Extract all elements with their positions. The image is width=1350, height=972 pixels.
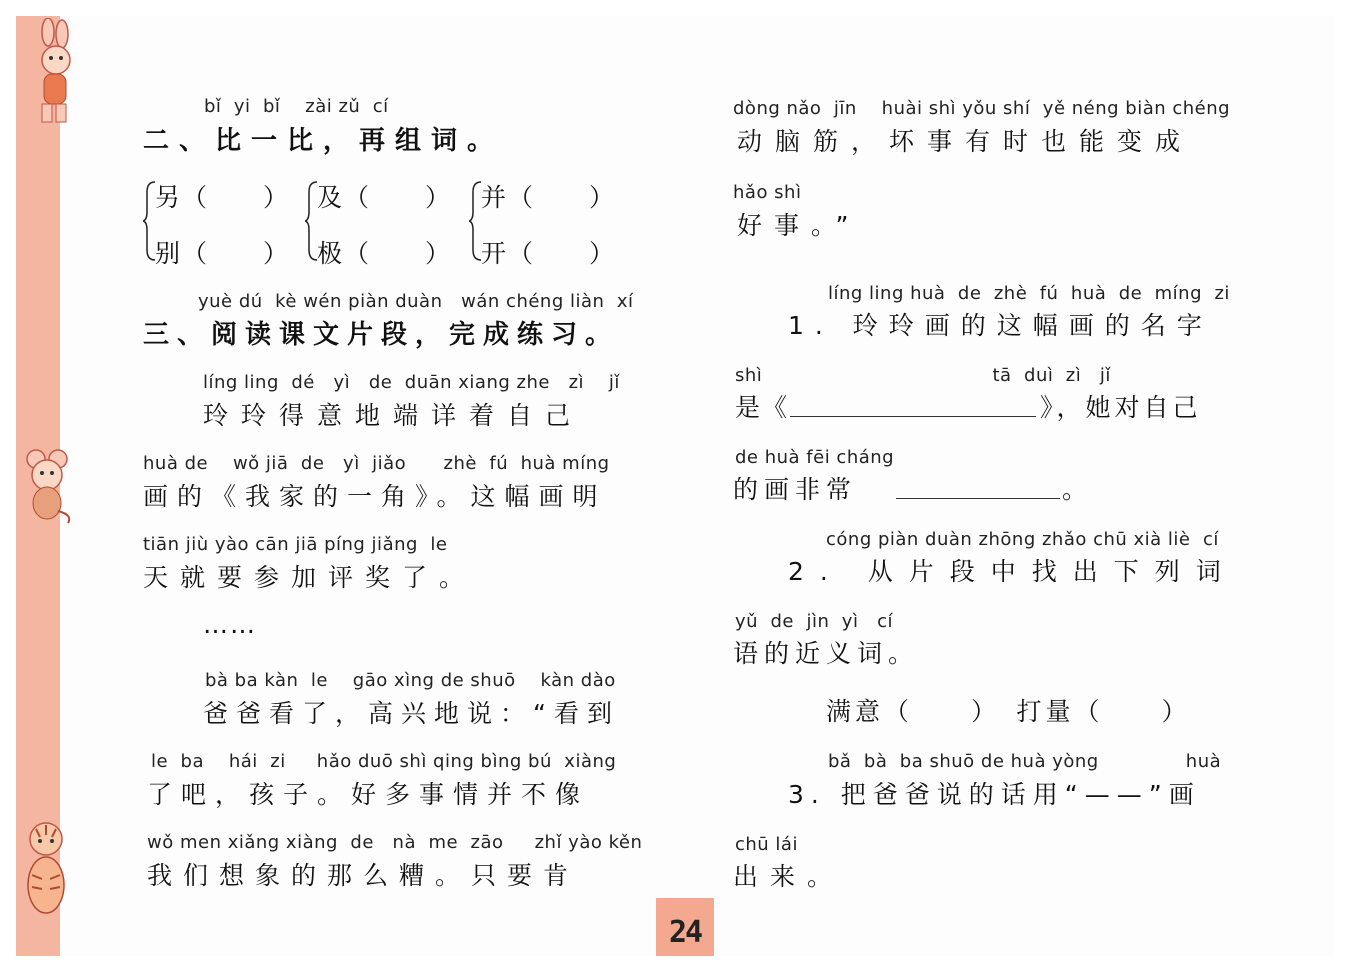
question2-text: 2. 从片段中找出下列词 bbox=[788, 557, 1237, 586]
question1-line3-text: 的画非常 bbox=[733, 475, 858, 504]
word-group-1-top: 另（ ） bbox=[155, 183, 291, 212]
question3-line2-pinyin: chū lái bbox=[735, 834, 798, 855]
question3-text: 3. 把爸爸说的话用“——”画 bbox=[788, 780, 1201, 809]
question3-line2-text: 出来。 bbox=[733, 862, 845, 891]
passage-line5-pinyin: le ba hái zi hǎo duō shì qing bìng bú xiàng bbox=[151, 751, 617, 772]
question1-line3-tail: 。 bbox=[1062, 475, 1100, 504]
page-number: 24 bbox=[668, 915, 702, 950]
question2-line2-pinyin: yǔ de jìn yì cí bbox=[735, 611, 894, 632]
word-group-1-bottom: 别（ ） bbox=[155, 239, 291, 268]
section2-pinyin: bǐ yi bǐ zài zǔ cí bbox=[204, 96, 389, 117]
right-line2-text: 好事。” bbox=[737, 211, 861, 240]
page-number-badge bbox=[656, 898, 714, 956]
word-group-3-bottom: 开（ ） bbox=[481, 239, 617, 268]
question3-pinyin: bǎ bà ba shuō de huà yòng huà bbox=[828, 751, 1222, 772]
word-group-3-top: 并（ ） bbox=[481, 183, 617, 212]
passage-line2-pinyin: huà de wǒ jiā de yì jiǎo zhè fú huà míng bbox=[143, 453, 610, 474]
word-group-2-top: 及（ ） bbox=[317, 183, 453, 212]
section3-heading: 三、阅读课文片段，完成练习。 bbox=[143, 320, 620, 350]
passage-line6-text: 我们想象的那么糟。只要肯 bbox=[147, 861, 580, 890]
synonym-blanks: 满意（ ） 打量（ ） bbox=[826, 697, 1191, 726]
question1-pinyin: líng ling huà de zhè fú huà de míng zi bbox=[828, 283, 1230, 304]
passage-line3-text: 天就要参加评奖了。 bbox=[143, 563, 477, 592]
passage-line2-text: 画的《我家的一角》。这幅画明 bbox=[143, 482, 607, 511]
mouse-illustration bbox=[18, 445, 76, 525]
word-group-2-bottom: 极（ ） bbox=[317, 239, 453, 268]
question1-line2-pinyin: shì tā duì zì jǐ bbox=[735, 365, 1111, 386]
question1-line2-tail: 》，她对自己 bbox=[1040, 393, 1202, 422]
question2-line2-text: 语的近义词。 bbox=[733, 639, 920, 668]
right-line1-pinyin: dòng nǎo jīn huài shì yǒu shí yě néng biàn chéng bbox=[733, 98, 1231, 119]
question2-pinyin: cóng piàn duàn zhōng zhǎo chū xià liè cí bbox=[826, 529, 1219, 550]
passage-ellipsis: …… bbox=[203, 610, 257, 639]
section3-pinyin: yuè dú kè wén piàn duàn wán chéng liàn xí bbox=[198, 291, 634, 312]
question1-text: 1. 玲玲画的这幅画的名字 bbox=[788, 311, 1213, 340]
passage-line1-text: 玲玲得意地端详着自己 bbox=[203, 401, 584, 430]
answer-blank-feeling[interactable] bbox=[896, 498, 1060, 499]
rabbit-illustration bbox=[18, 18, 80, 130]
answer-blank-painting-title[interactable] bbox=[790, 416, 1036, 417]
question1-line2-text: 是《 bbox=[735, 393, 790, 422]
passage-line3-pinyin: tiān jiù yào cān jiā píng jiǎng le bbox=[143, 534, 448, 555]
right-line1-text: 动脑筋，坏事有时也能变成 bbox=[737, 127, 1194, 156]
passage-line4-pinyin: bà ba kàn le gāo xìng de shuō kàn dào bbox=[205, 670, 616, 691]
right-line2-pinyin: hǎo shì bbox=[733, 182, 802, 203]
passage-line4-text: 爸爸看了，高兴地说：“看到 bbox=[203, 699, 620, 728]
passage-line1-pinyin: líng ling dé yì de duān xiang zhe zì jǐ bbox=[203, 372, 620, 393]
tiger-illustration bbox=[18, 815, 74, 925]
passage-line5-text: 了吧，孩子。好多事情并不像 bbox=[147, 780, 590, 809]
question1-line3-pinyin: de huà fēi cháng bbox=[735, 447, 895, 468]
passage-line6-pinyin: wǒ men xiǎng xiàng de nà me zāo zhǐ yào kěn bbox=[147, 832, 643, 853]
section2-heading: 二、比一比，再组词。 bbox=[143, 126, 504, 156]
